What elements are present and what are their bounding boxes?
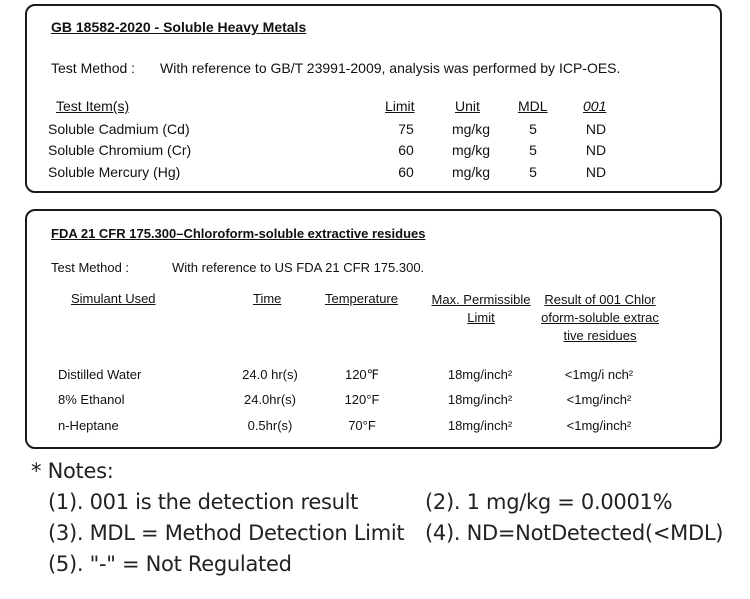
section2-method-label: Test Method : — [51, 260, 130, 275]
table-cell-unit: mg/kg — [451, 164, 491, 180]
note-item: (1). 001 is the detection result — [48, 490, 359, 514]
table-cell-unit: mg/kg — [451, 121, 491, 137]
table-cell-unit: mg/kg — [451, 142, 491, 158]
table-cell-result: <1mg/inch² — [566, 418, 632, 433]
header-max-permissible-limit: Max. Permissible Limit — [431, 292, 531, 325]
table-cell-time: 24.0hr(s) — [243, 392, 297, 407]
header-time: Time — [253, 291, 282, 306]
table-cell-max-limit: 18mg/inch² — [447, 367, 513, 382]
header-mdl: MDL — [518, 98, 548, 114]
table-row: Soluble Cadmium (Cd) — [48, 121, 190, 137]
table-cell-mdl: 5 — [529, 121, 537, 137]
table-cell-mdl: 5 — [529, 164, 537, 180]
section1-method-text: With reference to GB/T 23991-2009, analysis was performed by ICP-OES. — [160, 60, 621, 76]
table-cell-time: 24.0 hr(s) — [242, 367, 298, 382]
table-cell-result: ND — [585, 142, 607, 158]
header-simulant: Simulant Used — [71, 291, 156, 306]
header-temperature: Temperature — [325, 291, 398, 306]
table-row: Distilled Water — [58, 367, 142, 382]
section1-title: GB 18582-2020 - Soluble Heavy Metals — [51, 19, 307, 35]
heavy-metals-panel — [25, 4, 722, 193]
table-cell-limit: 75 — [398, 121, 414, 137]
table-cell-temperature: 70°F — [348, 418, 376, 433]
note-item: (4). ND=NotDetected(<MDL) — [425, 521, 724, 545]
table-cell-result: <1mg/inch² — [566, 392, 632, 407]
header-sample-001: 001 — [583, 98, 607, 114]
header-result: Result of 001 Chloroform-soluble extractive residues — [541, 292, 659, 343]
table-cell-temperature: 120℉ — [344, 367, 380, 382]
header-unit: Unit — [455, 98, 480, 114]
header-test-items: Test Item(s) — [56, 98, 130, 114]
section2-method-text: With reference to US FDA 21 CFR 175.300. — [172, 260, 425, 275]
table-cell-mdl: 5 — [529, 142, 537, 158]
section1-method-label: Test Method : — [51, 60, 136, 76]
section2-title: FDA 21 CFR 175.300–Chloroform-soluble extractive residues — [51, 226, 426, 241]
table-cell-limit: 60 — [398, 164, 414, 180]
table-cell-result: ND — [585, 121, 607, 137]
table-cell-temperature: 120°F — [344, 392, 380, 407]
table-cell-max-limit: 18mg/inch² — [447, 392, 513, 407]
table-cell-max-limit: 18mg/inch² — [447, 418, 513, 433]
table-cell-time: 0.5hr(s) — [247, 418, 293, 433]
note-item: (2). 1 mg/kg = 0.0001% — [425, 490, 673, 514]
note-item: (5). "-" = Not Regulated — [48, 552, 292, 576]
table-cell-result: <1mg/i nch² — [564, 367, 634, 382]
notes-heading: * Notes: — [31, 459, 114, 483]
note-item: (3). MDL = Method Detection Limit — [48, 521, 405, 545]
header-limit: Limit — [385, 98, 415, 114]
chloroform-residues-panel — [25, 209, 722, 449]
table-row: Soluble Chromium (Cr) — [48, 142, 192, 158]
table-row: n-Heptane — [58, 418, 119, 433]
table-cell-result: ND — [585, 164, 607, 180]
table-cell-limit: 60 — [398, 142, 414, 158]
table-row: 8% Ethanol — [58, 392, 125, 407]
table-row: Soluble Mercury (Hg) — [48, 164, 181, 180]
